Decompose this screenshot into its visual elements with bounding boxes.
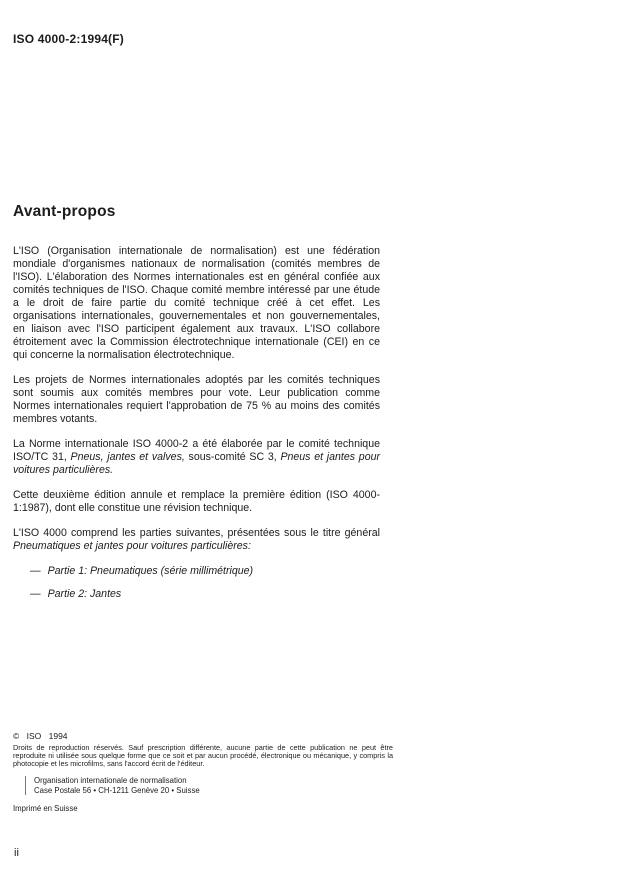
italic-title: Pneumatiques et jantes pour voitures particulières: — [13, 540, 251, 552]
page-number: ii — [14, 847, 19, 859]
paragraph-iso-description: L'ISO (Organisation internationale de normalisation) est une fédération mondiale d'organismes nationaux de normalisation (comités membres de l'ISO). L'élaboration des Normes internationales est en général confiée aux comités techniques de l'ISO. Chaque comité membre intéressé par une étude a le droit de faire partie du comité technique créé à cet effet. Les organisations internationales, gouvernementales et non gouvernementales, en liaison avec l'ISO participent également aux travaux. L'ISO collabore étroitement avec la Commission électrotechnique internationale (CEI) en ce qui concerne la normalisation électrotechnique. — [13, 245, 380, 361]
paragraph-draft-voting: Les projets de Normes internationales adoptés par les comités techniques sont soumis aux comités membres pour vote. Leur publication comme Normes internationales requiert l'approbation de 75 % au moins des comités membres votants. — [13, 374, 380, 425]
text-run: sous-comité SC 3, — [184, 451, 281, 463]
foreword-section — [13, 203, 380, 611]
printed-in: Imprimé en Suisse — [13, 804, 78, 813]
publisher-name: Organisation internationale de normalisation — [34, 776, 187, 785]
text-run: La Norme internationale ISO 4000-2 a été élaborée par le comité technique ISO/TC 31, — [13, 438, 380, 463]
paragraph-committee — [13, 438, 380, 477]
publisher-block — [25, 776, 393, 795]
list-item-part1 — [30, 565, 380, 578]
italic-title: Pneus et jantes pour voitures particulières. — [13, 451, 380, 476]
copyright-line: © ISO 1994 — [13, 731, 68, 741]
list-item-part2 — [30, 588, 380, 601]
italic-title: Pneus, jantes et valves, — [70, 451, 185, 463]
publisher-address: Case Postale 56 • CH-1211 Genève 20 • Suisse — [34, 785, 200, 795]
document-reference: ISO 4000-2:1994(F) — [13, 32, 124, 46]
text-run: L'ISO 4000 comprend les parties suivantes, présentées sous le titre général — [13, 527, 380, 539]
list-item-text: Partie 1: Pneumatiques (série millimétrique) — [47, 565, 254, 577]
section-heading: Avant-propos — [13, 203, 116, 220]
dash: — — [30, 565, 41, 577]
dash: — — [30, 588, 41, 600]
rights-notice: Droits de reproduction réservés. Sauf prescription différente, aucune partie de cette publication ne peut être reproduite ni utilisée sous quelque forme que ce soit et par aucun procédé, électronique ou mécanique, y compris la photocopie et les microfilms, sans l'accord écrit de l'éditeur. — [13, 743, 393, 768]
paragraph-series — [13, 527, 380, 553]
page-footer — [13, 731, 393, 813]
list-item-text: Partie 2: Jantes — [47, 588, 122, 600]
paragraph-edition: Cette deuxième édition annule et remplace la première édition (ISO 4000-1:1987), dont elle constitue une révision technique. — [13, 489, 380, 514]
